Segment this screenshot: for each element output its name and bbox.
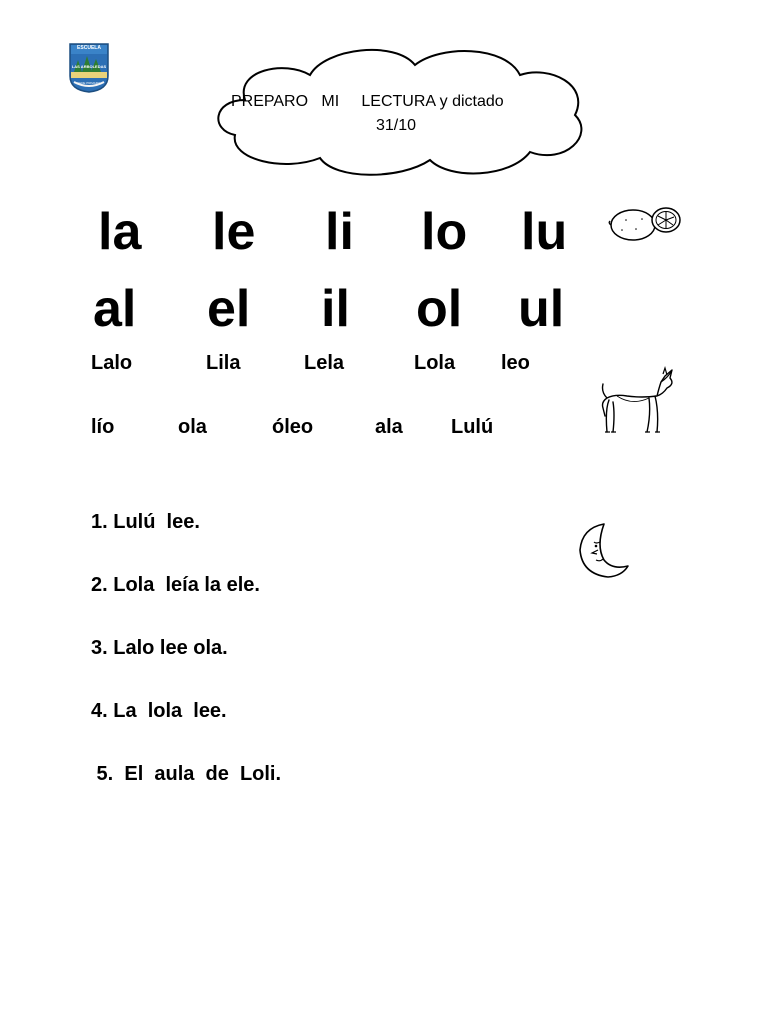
sentence-1: 1. Lulú lee. [91, 511, 200, 533]
sentence-4: 4. La lola lee. [91, 700, 227, 722]
syllable-el: el [207, 280, 251, 338]
syllable-lo: lo [421, 203, 468, 261]
word-ola: ola [178, 416, 207, 438]
syllable-ol: ol [416, 280, 463, 338]
header-title: PREPARO MI LECTURA y dictado [231, 93, 504, 110]
syllable-li: li [325, 203, 354, 261]
syllable-le: le [212, 203, 256, 261]
school-logo [68, 42, 110, 94]
moon-icon [574, 520, 632, 580]
syllable-lu: lu [521, 203, 568, 261]
word-ala: ala [375, 416, 403, 438]
logo-sub: SEDE PRIMARIA [77, 81, 101, 85]
wolf-icon [597, 366, 677, 436]
sentence-2: 2. Lola leía la ele. [91, 574, 260, 596]
logo-name: LAS ARBOLEDAS [71, 64, 107, 69]
word-lila: Lila [206, 352, 241, 374]
header-date: 31/10 [376, 117, 417, 134]
word-lulu: Lulú [451, 416, 494, 438]
logo-top-text: ESCUELA [77, 45, 101, 51]
word-lela: Lela [304, 352, 345, 374]
word-oleo: óleo [272, 416, 314, 438]
word-leo: leo [501, 352, 530, 374]
syllable-al: al [93, 280, 137, 338]
syllable-ul: ul [518, 280, 565, 338]
syllable-il: il [321, 280, 350, 338]
word-lola: Lola [414, 352, 456, 374]
sentence-3: 3. Lalo lee ola. [91, 637, 228, 659]
syllable-la: la [98, 203, 142, 261]
word-lalo: Lalo [91, 352, 133, 374]
word-lio: lío [91, 416, 115, 438]
sentence-5: 5. El aula de Loli. [91, 763, 282, 785]
lemon-icon [606, 203, 682, 245]
